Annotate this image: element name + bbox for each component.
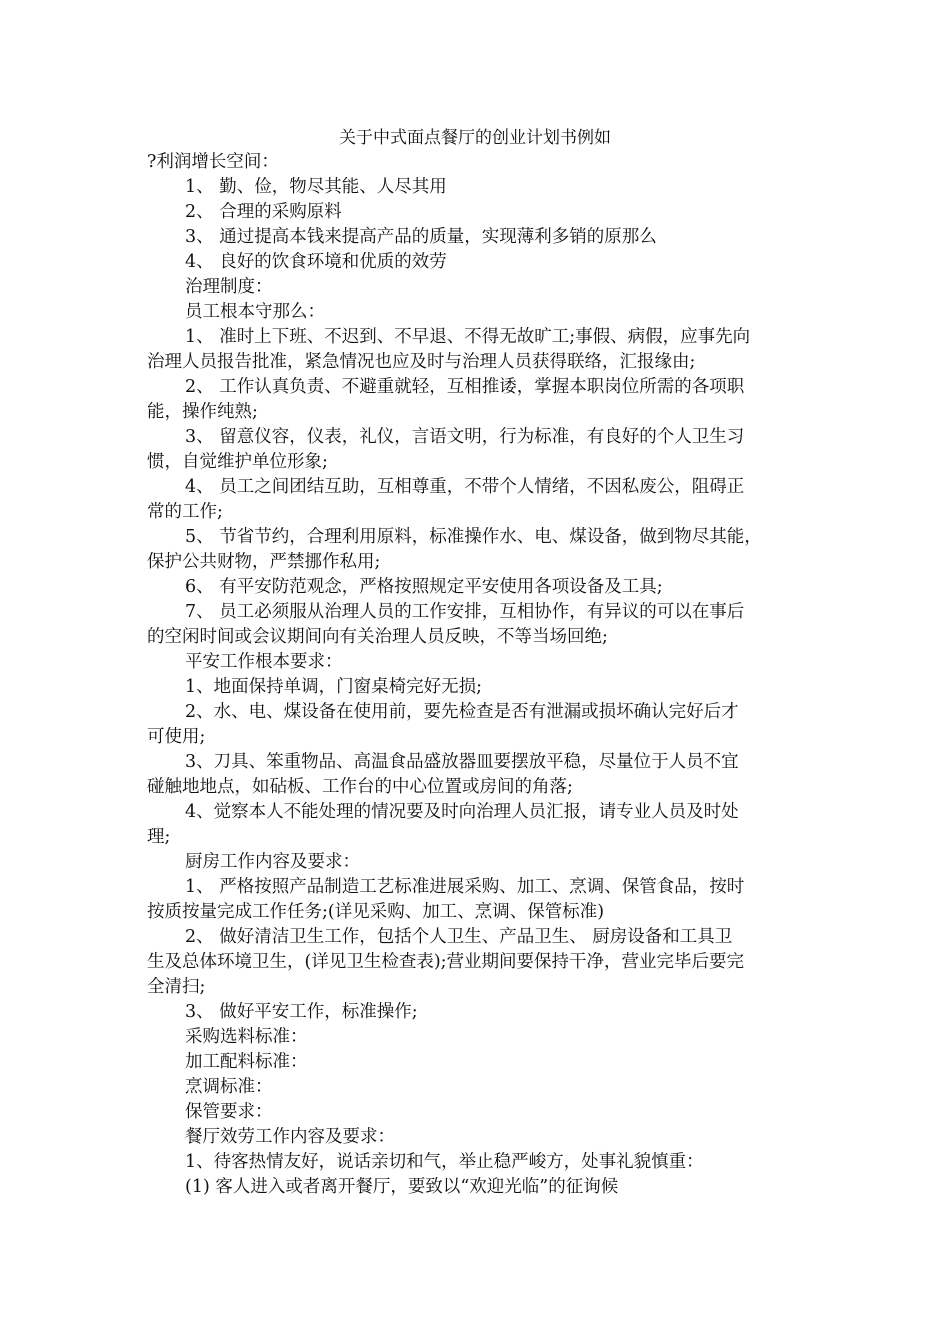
text-line: 全清扫; <box>147 977 206 997</box>
text-line: 3、 留意仪容，仪表，礼仪，言语文明，行为标准，有良好的个人卫生习 <box>185 427 745 447</box>
text-line: 生及总体环境卫生，(详见卫生检查表);营业期间要保持干净，营业完毕后要完 <box>147 952 745 972</box>
text-line: 按质按量完成工作任务;(详见采购、加工、烹调、保管标准) <box>147 902 605 922</box>
text-line: 3、 做好平安工作，标准操作; <box>185 1002 418 1022</box>
text-line: 2、 做好清洁卫生工作，包括个人卫生、产品卫生、 厨房设备和工具卫 <box>185 927 733 947</box>
text-line: 1、 严格按照产品制造工艺标准进展采购、加工、烹调、保管食品，按时 <box>185 877 745 897</box>
text-line: 餐厅效劳工作内容及要求： <box>185 1127 395 1147</box>
text-line: (1) 客人进入或者离开餐厅，要致以“欢迎光临”的征询候 <box>185 1177 619 1197</box>
text-line: 治理制度： <box>185 277 273 297</box>
text-line: 1、待客热情友好，说话亲切和气，举止稳严峻方，处事礼貌慎重： <box>185 1152 704 1172</box>
text-line: 4、 员工之间团结互助，互相尊重，不带个人情绪，不因私废公，阻碍正 <box>185 477 745 497</box>
text-line: 员工根本守那么： <box>185 302 325 322</box>
text-line: 1、 勤、俭，物尽其能、人尽其用 <box>185 177 447 197</box>
text-line: 3、刀具、笨重物品、高温食品盛放器皿要摆放平稳，尽量位于人员不宜 <box>185 752 739 772</box>
text-line: 能，操作纯熟; <box>147 402 258 422</box>
text-line: 7、 员工必须服从治理人员的工作安排，互相协作，有异议的可以在事后 <box>185 602 745 622</box>
text-line: 常的工作; <box>147 502 223 522</box>
text-line: 4、觉察本人不能处理的情况要及时向治理人员汇报，请专业人员及时处 <box>185 802 739 822</box>
text-line: 5、 节省节约，合理利用原料，标准操作水、电、煤设备，做到物尽其能， <box>185 527 762 547</box>
text-line: 平安工作根本要求： <box>185 652 343 672</box>
text-line: 1、 准时上下班、不迟到、不早退、不得无故旷工;事假、病假，应事先向 <box>185 327 751 347</box>
text-line: 2、 工作认真负责、不避重就轻，互相推诿，掌握本职岗位所需的各项职 <box>185 377 745 397</box>
text-line: 4、 良好的饮食环境和优质的效劳 <box>185 252 447 272</box>
text-line: 保管要求： <box>185 1102 273 1122</box>
text-line: 碰触地地点，如砧板、工作台的中心位置或房间的角落; <box>147 777 573 797</box>
text-line: 烹调标准： <box>185 1077 273 1097</box>
text-line: 3、 通过提高本钱来提高产品的质量，实现薄利多销的原那么 <box>185 227 657 247</box>
text-line: 加工配料标准： <box>185 1052 308 1072</box>
text-line: 的空闲时间或会议期间向有关治理人员反映，不等当场回绝; <box>147 627 608 647</box>
text-line: 厨房工作内容及要求： <box>185 852 360 872</box>
document-title: 关于中式面点餐厅的创业计划书例如 <box>339 128 611 148</box>
text-line: 理; <box>147 827 171 847</box>
text-line: ?利润增长空间： <box>147 152 279 172</box>
text-line: 采购选料标准： <box>185 1027 308 1047</box>
text-line: 保护公共财物，严禁挪作私用; <box>147 552 381 572</box>
text-line: 治理人员报告批准，紧急情况也应及时与治理人员获得联络，汇报缘由; <box>147 352 696 372</box>
text-line: 2、 合理的采购原料 <box>185 202 342 222</box>
text-line: 惯，自觉维护单位形象; <box>147 452 328 472</box>
text-line: 6、 有平安防范观念，严格按照规定平安使用各项设备及工具; <box>185 577 663 597</box>
text-line: 2、水、电、煤设备在使用前，要先检查是否有泄漏或损坏确认完好后才 <box>185 702 739 722</box>
text-line: 1、地面保持单调，门窗桌椅完好无损; <box>185 677 483 697</box>
text-line: 可使用; <box>147 727 206 747</box>
